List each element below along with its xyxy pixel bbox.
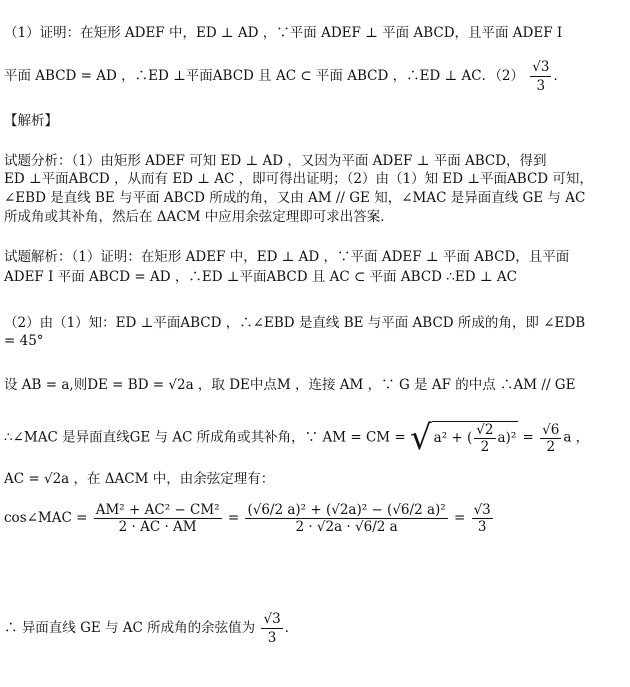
radicand-a: a² + (	[433, 430, 473, 446]
solution-part3-line: 设 AB = a,则DE = BD = √2a ，取 DE中点M ，连接 AM ，∵ G 是 AF 的中点 ∴AM // GE	[4, 377, 576, 393]
cosine-fraction-1	[94, 502, 222, 535]
conclusion-denominator: 3	[267, 630, 277, 646]
ac-line: AC = √2a ，在 ΔACM 中，由余弦定理有：	[4, 471, 275, 487]
radical-icon: √	[410, 418, 432, 458]
analysis-line-1: 试题分析：（1）由矩形 ADEF 可知 ED ⊥ AD ，又因为平面 ADEF ⊥ 平面 ABCD，得到	[4, 153, 547, 169]
radicand-fraction-denominator: 2	[480, 439, 490, 455]
radicand-fraction	[474, 422, 495, 455]
cosine-fraction-1-numerator: AM² + AC² − CM²	[95, 502, 220, 518]
cosine-result-denominator: 3	[477, 519, 487, 535]
answer-line-2	[4, 58, 626, 95]
conclusion-text: ∴ 异面直线 GE 与 AC 所成角的余弦值为	[4, 620, 256, 636]
am-cm-result-fraction	[540, 422, 561, 455]
conclusion-numerator: √3	[263, 611, 281, 627]
solution-part2-line-1: （2）由（1）知：ED ⊥平面ABCD ，∴∠EBD 是直线 BE 与平面 ABCD 所成的角，即 ∠EDB	[4, 315, 586, 331]
answer-line-2-text: 平面 ABCD = AD ，∴ED ⊥平面ABCD 且 AC ⊂ 平面 ABCD ，∴ED ⊥ AC．（2）	[4, 68, 524, 84]
solution-part2-line-2: = 45°	[4, 333, 44, 349]
answer-end: ．	[553, 68, 567, 84]
radicand-b: a)²	[497, 430, 517, 446]
analysis-line-2: ED ⊥平面ABCD ，从而有 ED ⊥ AC ，即可得出证明；（2）由（1）知 ED ⊥平面ABCD 可知，	[4, 171, 593, 187]
cosine-result-fraction	[472, 502, 493, 535]
conclusion-fraction	[261, 610, 282, 647]
answer-fraction-denominator: 3	[536, 78, 546, 94]
answer-line-1: （1）证明：在矩形 ADEF 中，ED ⊥ AD ，∵平面 ADEF ⊥ 平面 ABCD，且平面 ADEF Ⅰ	[4, 25, 563, 41]
cosine-formula	[4, 502, 495, 535]
am-cm-result-denominator: 2	[546, 438, 556, 455]
solution-line-2: ADEF Ⅰ 平面 ABCD = AD ，∴ED ⊥平面ABCD 且 AC ⊂ 平面 ABCD ∴ED ⊥ AC	[4, 269, 517, 285]
conclusion-end: ．	[284, 620, 299, 636]
am-cm-prefix: ∴∠MAC 是异面直线GE 与 AC 所成角或其补角，∵ AM = CM =	[4, 429, 406, 446]
answer-fraction-numerator: √3	[532, 59, 550, 75]
am-cm-tail: a ，	[563, 429, 590, 446]
analysis-heading: 【解析】	[4, 113, 58, 129]
cosine-fraction-2-denominator: 2 · √2a · √6/2 a	[295, 519, 398, 535]
solution-line-1: 试题解析：（1）证明：在矩形 ADEF 中，ED ⊥ AD ，∵平面 ADEF ⊥ 平面 ABCD，且平面	[4, 249, 570, 265]
cosine-fraction-2-numerator: (√6/2 a)² + (√2a)² − (√6/2 a)²	[247, 502, 446, 518]
am-cm-formula	[4, 418, 589, 458]
cosine-equals-1: =	[227, 510, 240, 526]
answer-fraction	[530, 58, 551, 95]
cosine-equals-2: =	[453, 510, 466, 526]
radicand	[432, 421, 519, 455]
am-cm-result-numerator: √6	[542, 421, 560, 438]
cosine-result-numerator: √3	[473, 502, 491, 518]
am-cm-equals: =	[522, 429, 534, 446]
analysis-line-4: 所成角或其补角，然后在 ΔACM 中应用余弦定理即可求出答案．	[4, 209, 394, 225]
conclusion-line	[4, 610, 626, 647]
radicand-fraction-numerator: √2	[476, 422, 494, 438]
cosine-fraction-1-denominator: 2 · AC · AM	[118, 519, 197, 535]
cosine-fraction-2	[245, 502, 447, 535]
analysis-line-3: ∠EBD 是直线 BE 与平面 ABCD 所成的角，又由 AM // GE 知，∠MAC 是异面直线 GE 与 AC	[4, 190, 586, 206]
cosine-lhs: cos∠MAC =	[4, 510, 88, 526]
